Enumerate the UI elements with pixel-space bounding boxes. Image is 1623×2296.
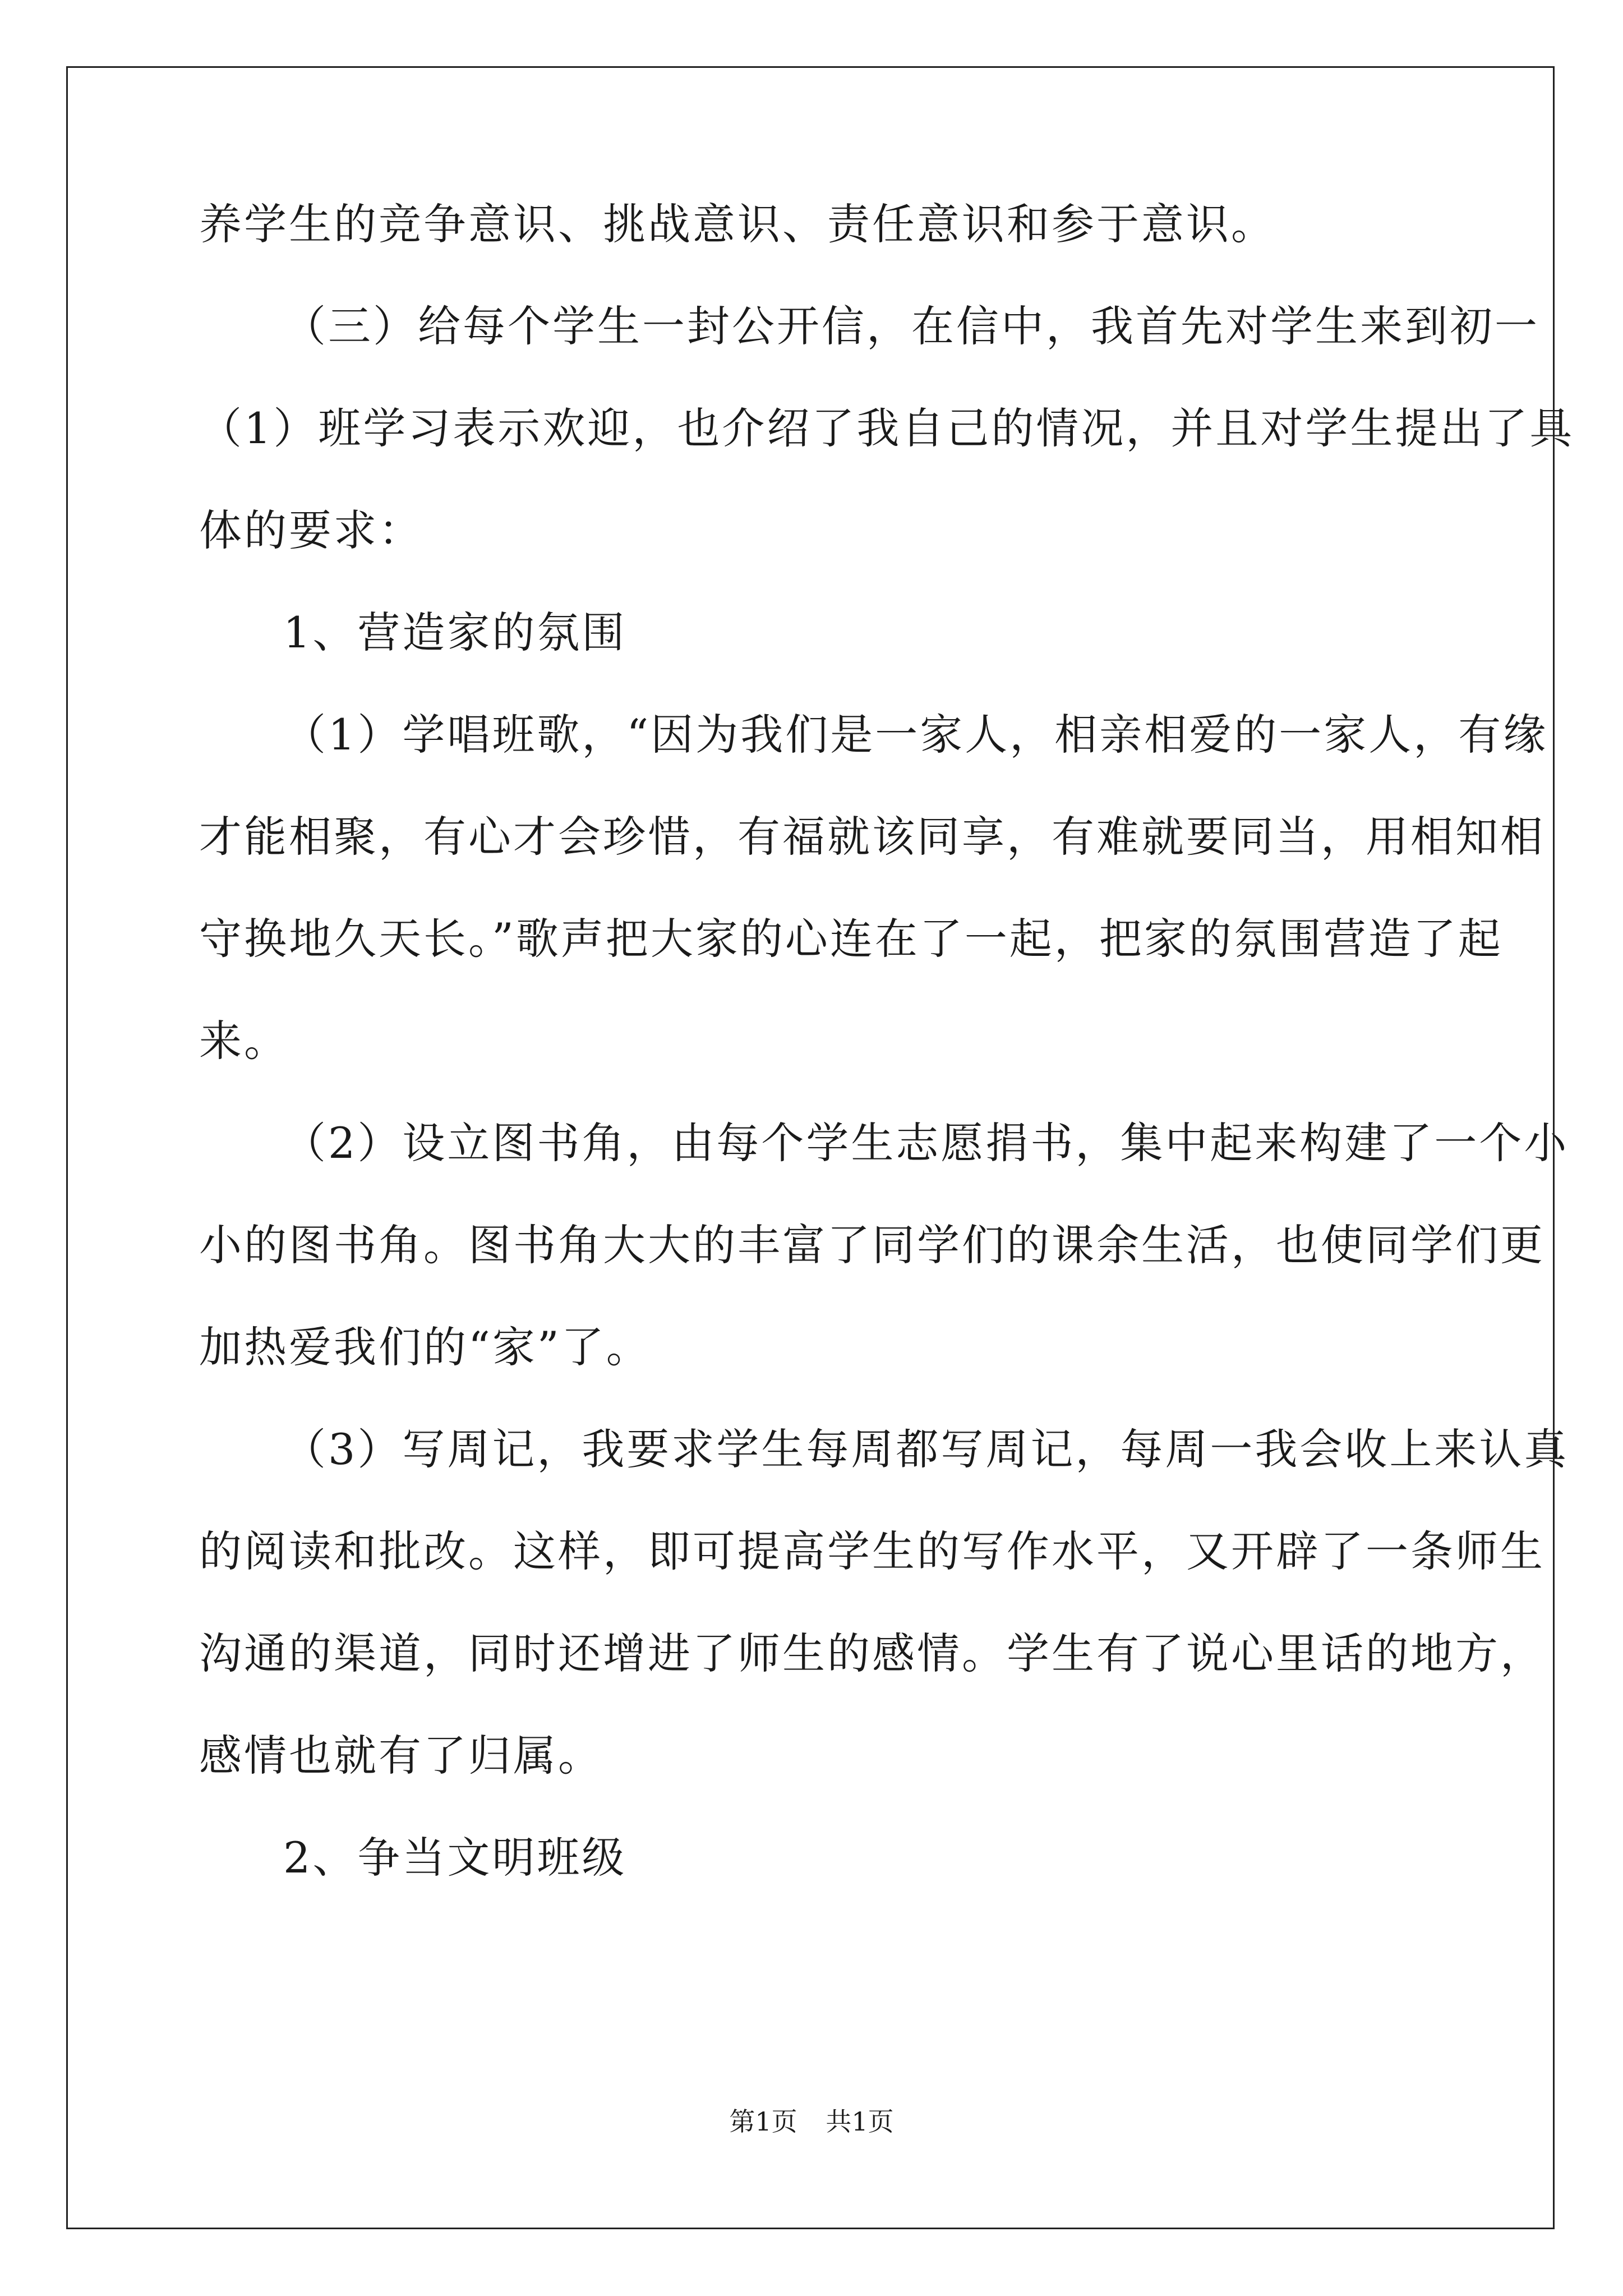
text-line: 的阅读和批改。这样，即可提高学生的写作水平，又开辟了一条师生 bbox=[199, 1526, 1545, 1576]
text-line: 加热爱我们的“家”了。 bbox=[199, 1322, 651, 1372]
section-heading: 1、营造家的氛围 bbox=[283, 608, 627, 657]
text-line: 感情也就有了归属。 bbox=[199, 1731, 603, 1780]
text-line: 来。 bbox=[199, 1016, 289, 1066]
text-line: 沟通的渠道，同时还增进了师生的感情。学生有了说心里话的地方， bbox=[199, 1628, 1545, 1678]
text-line: （1）班学习表示欢迎，也介绍了我自己的情况，并且对学生提出了具 bbox=[199, 403, 1575, 453]
text-line: （3）写周记，我要求学生每周都写周记，每周一我会收上来认真 bbox=[283, 1424, 1569, 1474]
text-line: （三）给每个学生一封公开信，在信中，我首先对学生来到初一 bbox=[283, 301, 1539, 351]
text-line: （2）设立图书角，由每个学生志愿捐书，集中起来构建了一个小 bbox=[283, 1118, 1569, 1168]
text-line: 养学生的竞争意识、挑战意识、责任意识和参于意识。 bbox=[199, 199, 1276, 249]
text-line: 小的图书角。图书角大大的丰富了同学们的课余生活，也使同学们更 bbox=[199, 1220, 1545, 1270]
text-line: （1）学唱班歌，“因为我们是一家人，相亲相爱的一家人，有缘 bbox=[283, 710, 1548, 760]
section-heading: 2、争当文明班级 bbox=[283, 1833, 627, 1883]
page-total: 共1页 bbox=[826, 2106, 894, 2137]
text-line: 体的要求： bbox=[199, 505, 423, 555]
page-number: 第1页 bbox=[729, 2106, 797, 2137]
page-footer bbox=[0, 2101, 1623, 2138]
text-line: 守换地久天长。”歌声把大家的心连在了一起，把家的氛围营造了起 bbox=[199, 914, 1503, 964]
text-line: 才能相聚，有心才会珍惜，有福就该同享，有难就要同当，用相知相 bbox=[199, 812, 1545, 862]
